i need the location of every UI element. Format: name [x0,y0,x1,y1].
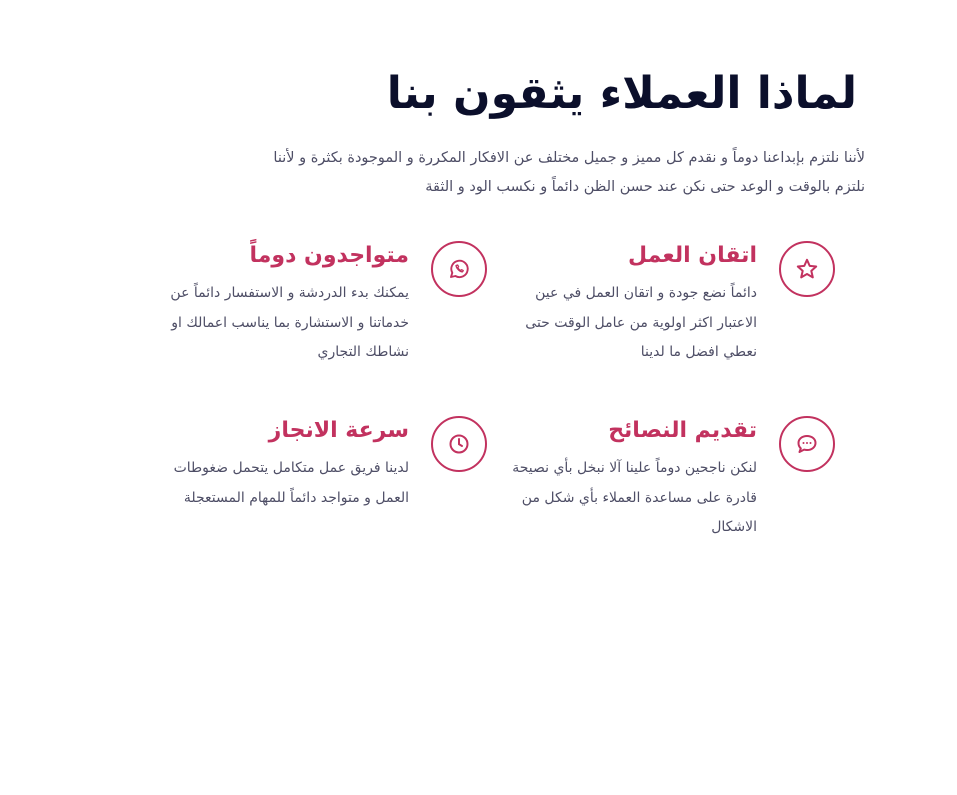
feature-always-available [157,241,487,381]
clock-icon [431,416,487,472]
chat-bubble-icon [779,416,835,472]
feature-text: يمكنك بدء الدردشة و الاستفسار دائماً عن خدماتنا و الاستشارة بما يناسب اعمالك او نشاطك التجاري [170,285,409,360]
feature-title: اتقان العمل [628,243,757,268]
feature-title: تقديم النصائح [608,418,757,443]
feature-title: سرعة الانجاز [268,418,409,443]
feature-text: دائماً نضع جودة و اتقان العمل في عين الاعتبار اكثر اولوية من عامل الوقت حتى نعطي افضل ما لدينا [525,285,757,360]
feature-advice [505,416,835,556]
feature-quality [505,241,835,381]
star-icon [779,241,835,297]
feature-title: متواجدون دوماً [249,243,409,268]
feature-text: لنكن ناجحين دوماً علينا آلا نبخل بأي نصيحة قادرة على مساعدة العملاء بأي شكل من الاشكال [512,460,757,535]
section-intro: لأننا نلتزم بإبداعنا دوماً و نقدم كل مميز و جميل مختلف عن الافكار المكررة و الموجودة بكثرة و لأننا نلتزم بالوقت و الوعد حتى نكن عند حسن الظن دائماً و نكسب الود و الثقة [273,150,865,195]
whatsapp-icon [431,241,487,297]
feature-text: لدينا فريق عمل متكامل يتحمل ضغوطات العمل و متواجد دائماً للمهام المستعجلة [173,460,409,506]
section-title: لماذا العملاء يثقون بنا [386,68,857,119]
feature-speed [157,416,487,556]
